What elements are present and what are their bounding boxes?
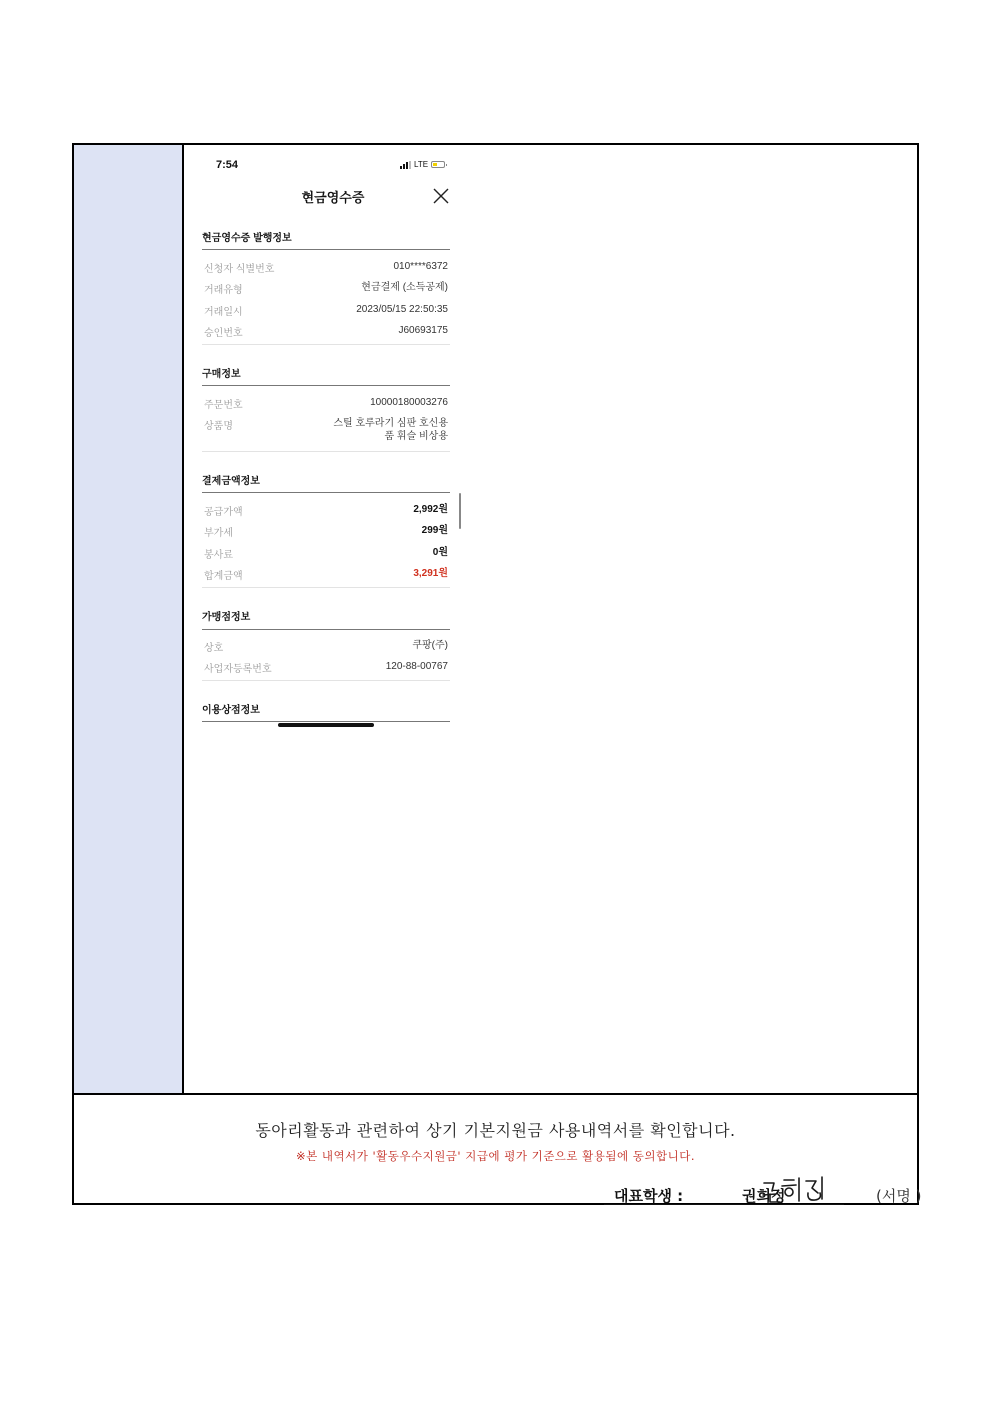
agreement-notice: ※본 내역서가 '활동우수지원금' 지급에 평가 기준으로 활용됨에 동의합니다. xyxy=(296,1149,695,1163)
status-indicators xyxy=(400,160,445,169)
confirmation-text: 동아리활동과 관련하여 상기 기본지원금 사용내역서를 확인합니다. xyxy=(255,1121,736,1140)
row-label: 신청자 식별번호 xyxy=(204,264,275,275)
section-divider xyxy=(202,249,450,250)
row-label: 승인번호 xyxy=(204,328,243,339)
row-label: 거래유형 xyxy=(204,285,243,296)
section-end-divider xyxy=(202,344,450,345)
row-label: 주문번호 xyxy=(204,400,243,411)
receipt-screenshot xyxy=(200,145,466,745)
row-value: 현금결제 (소득공제) xyxy=(361,282,448,293)
seal-placeholder: (서명 ) xyxy=(876,1187,922,1205)
signal-icon xyxy=(400,161,411,169)
row-value: 120-88-00767 xyxy=(385,661,448,672)
table-row-divider xyxy=(74,1093,917,1095)
home-indicator xyxy=(278,723,374,727)
row-value: 0원 xyxy=(432,547,448,558)
row-label: 거래일시 xyxy=(204,307,243,318)
close-icon[interactable] xyxy=(432,187,450,205)
section-end-divider xyxy=(202,451,450,452)
row-value: 2023/05/15 22:50:35 xyxy=(356,304,448,315)
section-end-divider xyxy=(202,587,450,588)
screen-title: 현금영수증 xyxy=(301,190,365,205)
representative-name: 권희정 xyxy=(742,1187,786,1205)
row-value-line: 품 휘슬 비상용 xyxy=(384,431,448,442)
handwritten-signature xyxy=(760,1173,830,1207)
section-end-divider xyxy=(202,680,450,681)
row-label: 상품명 xyxy=(204,421,233,432)
section-divider xyxy=(202,492,450,493)
row-value: 2,992원 xyxy=(413,504,448,515)
section-title-purchase: 구매정보 xyxy=(202,369,241,380)
section-divider xyxy=(202,385,450,386)
row-value xyxy=(333,417,448,443)
section-divider xyxy=(202,721,450,722)
section-title-usage: 이용상점정보 xyxy=(202,705,260,716)
battery-icon xyxy=(431,161,445,168)
section-title-issue: 현금영수증 발행정보 xyxy=(202,233,292,244)
section-title-payment: 결제금액정보 xyxy=(202,476,260,487)
row-label: 합계금액 xyxy=(204,571,243,582)
row-label: 사업자등록번호 xyxy=(204,664,272,675)
row-value-line: 스틸 호루라기 심판 호신용 xyxy=(333,418,448,429)
status-time: 7:54 xyxy=(216,159,239,171)
total-value: 3,291원 xyxy=(413,568,448,579)
section-divider xyxy=(202,629,450,630)
row-label: 봉사료 xyxy=(204,550,233,561)
label-column xyxy=(74,145,184,1093)
row-label: 상호 xyxy=(204,643,224,654)
row-label: 부가세 xyxy=(204,528,233,539)
row-value: 10000180003276 xyxy=(370,397,448,408)
representative-label: 대표학생 : xyxy=(614,1187,684,1205)
scrollbar[interactable] xyxy=(459,493,461,529)
row-value: 쿠팡(주) xyxy=(412,640,448,651)
row-value: 299원 xyxy=(421,525,448,536)
row-value: J60693175 xyxy=(398,325,448,336)
network-label: LTE xyxy=(414,160,429,169)
row-value: 010****6372 xyxy=(393,261,448,272)
row-label: 공급가액 xyxy=(204,507,243,518)
section-title-merchant: 가맹점정보 xyxy=(202,612,251,623)
document-table xyxy=(72,143,922,1205)
